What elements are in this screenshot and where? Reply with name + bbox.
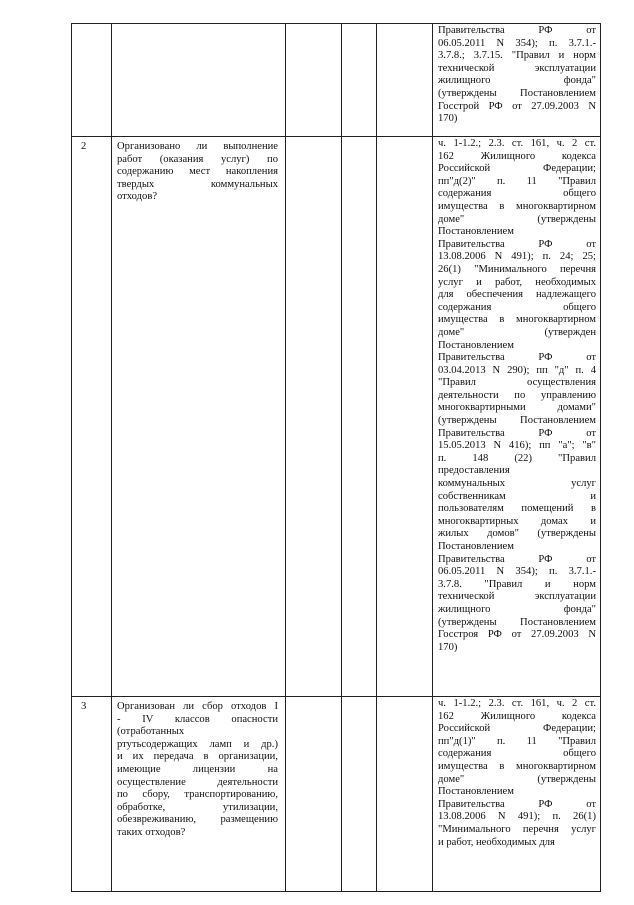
reference-line: жилищного фонда" xyxy=(438,603,596,615)
answer-na-cell xyxy=(377,697,433,892)
answer-no-cell xyxy=(342,697,377,892)
reference-line: деятельности по управлению xyxy=(438,389,596,401)
reference-line: 06.05.2011 N 354); п. 3.7.1.- xyxy=(438,566,596,578)
answer-yes-cell xyxy=(286,137,342,697)
legal-reference-cell xyxy=(433,24,601,137)
reference-line: доме" (утверждены xyxy=(438,213,596,225)
reference-line: и работ, необходимых для xyxy=(438,836,555,848)
reference-line: содержания общего xyxy=(438,301,596,313)
table-row xyxy=(72,697,601,892)
reference-line: (утверждены Постановлением xyxy=(438,616,596,628)
question-line: обработке, утилизации, xyxy=(117,801,278,813)
question-line: работ (оказания услуг) по xyxy=(117,153,278,165)
question-cell xyxy=(112,697,286,892)
reference-line: Российской Федерации; xyxy=(438,723,596,735)
reference-line: многоквартирных домах и xyxy=(438,515,596,527)
answer-na-cell xyxy=(377,137,433,697)
reference-line: пользователям помещений в xyxy=(438,503,596,515)
reference-line: технической эксплуатации xyxy=(438,591,596,603)
answer-yes-cell xyxy=(286,697,342,892)
reference-line: 170) xyxy=(438,113,458,125)
reference-line: имущества в многоквартирном xyxy=(438,760,596,772)
question-line: осуществление деятельности xyxy=(117,776,278,788)
reference-line: Правительства РФ от xyxy=(438,238,596,250)
reference-line: доме" (утверждены xyxy=(438,773,596,785)
reference-line: технической эксплуатации xyxy=(438,62,596,74)
question-line: по сбору, транспортированию, xyxy=(117,789,278,801)
reference-line: имущества в многоквартирном xyxy=(438,314,596,326)
question-line: отходов? xyxy=(117,191,158,203)
reference-line: 162 Жилищного кодекса xyxy=(438,710,596,722)
reference-line: Правительства РФ от xyxy=(438,352,596,364)
table-row xyxy=(72,24,601,137)
reference-line: "Правил осуществления xyxy=(438,377,596,389)
reference-line: многоквартирными домами" xyxy=(438,402,596,414)
row-number: 3 xyxy=(72,697,112,892)
reference-line: Правительства РФ от xyxy=(438,798,596,810)
reference-line: жилых домов" (утверждены xyxy=(438,528,596,540)
reference-line: Правительства РФ от xyxy=(438,553,596,565)
question-line: твердых коммунальных xyxy=(117,178,278,190)
answer-no-cell xyxy=(342,137,377,697)
reference-line: п. 148 (22) "Правил xyxy=(438,452,596,464)
question-line: ртутьсодержащих ламп и др.) xyxy=(117,738,278,750)
question-line: имеющие лицензии на xyxy=(117,763,278,775)
reference-line: Правительства РФ от xyxy=(438,25,596,36)
reference-line: (утверждены Постановлением xyxy=(438,87,596,99)
reference-line: (утверждены Постановлением xyxy=(438,415,596,427)
reference-line: Госстрой РФ от 27.09.2003 N xyxy=(438,100,596,112)
reference-line: имущества в многоквартирном xyxy=(438,200,596,212)
question-line: (отработанных xyxy=(117,726,185,738)
question-cell xyxy=(112,24,286,137)
reference-line: 15.05.2013 N 416); пп "а"; "в" xyxy=(438,440,596,452)
question-line: таких отходов? xyxy=(117,826,186,838)
reference-line: 170) xyxy=(438,641,458,653)
reference-line: 162 Жилищного кодекса xyxy=(438,150,596,162)
reference-line: 26(1) "Минимального перечня xyxy=(438,263,596,275)
table-row xyxy=(72,137,601,697)
question-line: и их передача в организации, xyxy=(117,751,278,763)
reference-line: 06.05.2011 N 354); п. 3.7.1.- xyxy=(438,37,596,49)
reference-line: доме" (утвержден xyxy=(438,326,596,338)
reference-line: Постановлением xyxy=(438,226,514,238)
legal-reference-cell xyxy=(433,137,601,697)
reference-line: Постановлением xyxy=(438,786,514,798)
reference-line: услуг и работ, необходимых xyxy=(438,276,596,288)
reference-line: Российской Федерации; xyxy=(438,163,596,175)
reference-line: жилищного фонда" xyxy=(438,75,596,87)
reference-line: 13.08.2006 N 491); п. 24; 25; xyxy=(438,251,596,263)
question-line: содержанию мест накопления xyxy=(117,166,278,178)
row-number: 2 xyxy=(72,137,112,697)
question-line: Организован ли сбор отходов I xyxy=(117,701,278,712)
reference-line: Госстроя РФ от 27.09.2003 N xyxy=(438,629,596,641)
question-line: - IV классов опасности xyxy=(117,713,278,725)
question-line: Организовано ли выполнение xyxy=(117,141,278,152)
reference-line: коммунальных услуг xyxy=(438,478,596,490)
reference-line: пп"д(2)" п. 11 "Правил xyxy=(438,175,596,187)
reference-line: пп"д(1)" п. 11 "Правил xyxy=(438,735,596,747)
reference-line: 3.7.8. "Правил и норм xyxy=(438,578,596,590)
reference-line: ч. 1-1.2.; 2.3. ст. 161, ч. 2 ст. xyxy=(438,698,596,709)
reference-line: содержания общего xyxy=(438,188,596,200)
reference-line: 03.04.2013 N 290); пп "д" п. 4 xyxy=(438,364,596,376)
reference-line: собственникам и xyxy=(438,490,596,502)
reference-line: 13.08.2006 N 491); п. 26(1) xyxy=(438,811,596,823)
reference-line: Постановлением xyxy=(438,339,514,351)
question-line: обезвреживанию, размещению xyxy=(117,814,278,826)
reference-line: предоставления xyxy=(438,465,510,477)
reference-line: Правительства РФ от xyxy=(438,427,596,439)
reference-line: Постановлением xyxy=(438,541,514,552)
row-number xyxy=(72,24,112,137)
reference-line: "Минимального перечня услуг xyxy=(438,823,596,835)
legal-reference-cell xyxy=(433,697,601,892)
reference-line: ч. 1-1.2.; 2.3. ст. 161, ч. 2 ст. xyxy=(438,138,596,149)
reference-line: содержания общего xyxy=(438,748,596,760)
answer-yes-cell xyxy=(286,24,342,137)
reference-line: 3.7.8.; 3.7.15. "Правил и норм xyxy=(438,50,596,62)
checklist-table xyxy=(71,23,601,892)
reference-line: для обеспечения надлежащего xyxy=(438,289,596,301)
answer-no-cell xyxy=(342,24,377,137)
answer-na-cell xyxy=(377,24,433,137)
question-cell xyxy=(112,137,286,697)
